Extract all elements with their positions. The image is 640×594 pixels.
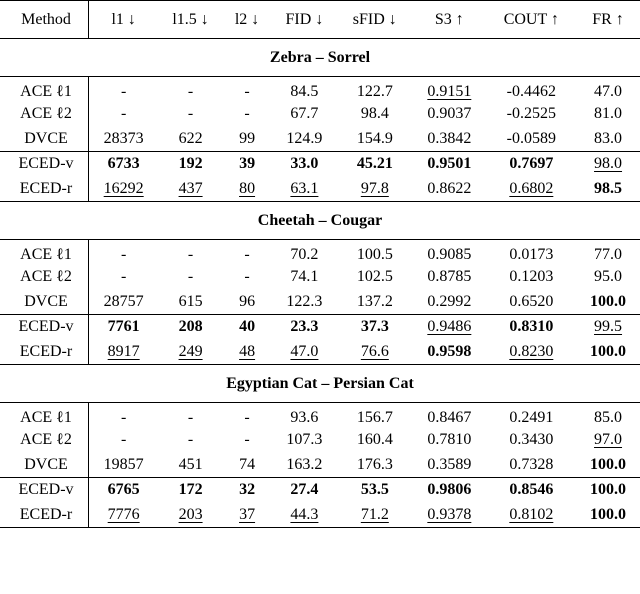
value-cell — [487, 240, 577, 265]
value-text: - — [244, 83, 250, 101]
method-cell: ECED-r — [0, 340, 89, 365]
value-text: 0.3842 — [427, 129, 472, 147]
value-text: 0.7697 — [509, 155, 554, 173]
value-text: - — [187, 409, 194, 427]
value-cell — [223, 102, 272, 127]
method-cell: ACE ℓ2 — [0, 102, 89, 127]
value-text: 160.4 — [356, 431, 393, 448]
table-row — [0, 503, 640, 528]
value-cell — [271, 428, 337, 453]
value-text: 0.8310 — [509, 318, 554, 336]
value-cell — [158, 102, 222, 127]
value-cell — [487, 478, 577, 503]
value-cell — [338, 290, 413, 315]
value-cell — [412, 503, 487, 528]
value-text: 100.5 — [356, 246, 393, 264]
value-text: 33.0 — [290, 155, 319, 173]
value-text: - — [121, 268, 127, 285]
value-cell — [576, 315, 640, 340]
value-cell — [223, 315, 272, 340]
value-text: 0.9085 — [427, 246, 472, 264]
value-cell — [412, 102, 487, 127]
value-text: - — [244, 105, 250, 122]
l2-header: l2 ↓ — [223, 1, 272, 39]
value-text: 0.6520 — [509, 292, 554, 310]
value-cell — [271, 315, 337, 340]
value-text: 0.8546 — [509, 481, 554, 499]
value-text: 7776 — [107, 505, 140, 523]
value-text: 137.2 — [356, 292, 393, 310]
value-cell — [338, 265, 413, 290]
method-cell: ACE ℓ1 — [0, 240, 89, 265]
value-cell — [412, 77, 487, 102]
value-cell — [576, 403, 640, 428]
value-text: - — [121, 431, 127, 448]
value-text: 98.4 — [360, 105, 389, 122]
value-text: 192 — [178, 155, 203, 173]
value-text: 437 — [178, 179, 203, 197]
value-text: 451 — [178, 455, 203, 473]
value-text: 80 — [239, 179, 256, 197]
l15-header: l1.5 ↓ — [158, 1, 222, 39]
value-text: 96 — [239, 292, 256, 310]
value-cell — [338, 315, 413, 340]
value-text: 100.0 — [590, 505, 627, 523]
method-cell: ACE ℓ2 — [0, 428, 89, 453]
value-cell — [412, 240, 487, 265]
value-cell — [412, 403, 487, 428]
value-cell — [487, 290, 577, 315]
value-cell — [338, 102, 413, 127]
value-cell — [271, 77, 337, 102]
table-row — [0, 265, 640, 290]
method-cell: ECED-v — [0, 152, 89, 177]
value-cell — [487, 503, 577, 528]
value-text: 45.21 — [356, 155, 393, 173]
value-cell — [158, 77, 222, 102]
value-text: 102.5 — [356, 268, 393, 285]
value-text: 16292 — [103, 179, 144, 197]
value-cell — [89, 127, 159, 152]
value-cell — [338, 77, 413, 102]
value-text: - — [121, 83, 127, 101]
table-row — [0, 290, 640, 315]
table-row — [0, 102, 640, 127]
value-cell — [158, 265, 222, 290]
value-cell — [338, 453, 413, 478]
value-text: 37 — [239, 505, 256, 523]
value-text: 48 — [239, 342, 256, 360]
value-cell — [487, 315, 577, 340]
value-text: 100.0 — [590, 481, 627, 499]
value-cell — [487, 152, 577, 177]
value-cell — [89, 240, 159, 265]
method-cell: ECED-v — [0, 478, 89, 503]
value-cell — [576, 152, 640, 177]
value-cell — [412, 340, 487, 365]
value-cell — [89, 428, 159, 453]
value-cell — [158, 315, 222, 340]
value-text: 0.9501 — [427, 155, 472, 173]
section-header — [0, 39, 640, 77]
value-cell — [158, 428, 222, 453]
value-text: 8917 — [107, 342, 140, 360]
value-cell — [271, 265, 337, 290]
value-text: -0.0589 — [506, 129, 556, 147]
value-text: 40 — [239, 318, 256, 336]
value-cell — [223, 152, 272, 177]
value-text: - — [187, 246, 194, 264]
value-cell — [89, 503, 159, 528]
value-cell — [89, 77, 159, 102]
value-cell — [412, 428, 487, 453]
value-text: 100.0 — [590, 342, 627, 360]
s3-header: S3 ↑ — [412, 1, 487, 39]
value-text: 124.9 — [286, 129, 323, 147]
value-text: 98.5 — [594, 179, 623, 197]
value-cell — [487, 77, 577, 102]
value-cell — [576, 102, 640, 127]
value-cell — [412, 127, 487, 152]
method-cell: DVCE — [0, 453, 89, 478]
value-cell — [271, 290, 337, 315]
value-cell — [223, 340, 272, 365]
sfid-header: sFID ↓ — [338, 1, 413, 39]
value-cell — [576, 478, 640, 503]
value-cell — [338, 340, 413, 365]
table-body — [0, 39, 640, 528]
section-title: Zebra – Sorrel — [0, 39, 640, 77]
table-row — [0, 403, 640, 428]
value-text: 122.7 — [356, 83, 393, 101]
value-cell — [271, 177, 337, 202]
value-cell — [223, 177, 272, 202]
value-cell — [412, 478, 487, 503]
value-cell — [158, 453, 222, 478]
value-text: 53.5 — [360, 481, 389, 499]
value-text: 0.6802 — [509, 179, 554, 197]
value-text: - — [187, 268, 194, 285]
table-row — [0, 340, 640, 365]
method-cell: ECED-r — [0, 177, 89, 202]
table-row — [0, 77, 640, 102]
value-cell — [89, 453, 159, 478]
value-text: 0.9037 — [427, 105, 472, 122]
method-cell: ECED-v — [0, 315, 89, 340]
value-text: 95.0 — [594, 268, 623, 285]
value-cell — [271, 340, 337, 365]
value-cell — [487, 102, 577, 127]
value-cell — [271, 453, 337, 478]
value-cell — [487, 428, 577, 453]
value-cell — [576, 428, 640, 453]
table-row — [0, 127, 640, 152]
header-row — [0, 1, 640, 39]
value-cell — [158, 290, 222, 315]
value-text: 77.0 — [594, 246, 623, 264]
section-header — [0, 202, 640, 240]
value-text: 172 — [178, 481, 203, 499]
value-cell — [338, 177, 413, 202]
cout-header: COUT ↑ — [487, 1, 577, 39]
value-text: 0.7810 — [427, 431, 472, 448]
value-cell — [158, 478, 222, 503]
value-cell — [89, 152, 159, 177]
value-cell — [223, 240, 272, 265]
value-cell — [576, 453, 640, 478]
value-cell — [576, 290, 640, 315]
method-header: Method — [0, 1, 89, 39]
value-text: 27.4 — [290, 481, 319, 499]
fid-header: FID ↓ — [271, 1, 337, 39]
value-text: 154.9 — [356, 129, 393, 147]
value-text: 28373 — [103, 129, 144, 147]
value-cell — [89, 265, 159, 290]
value-cell — [487, 177, 577, 202]
table-row — [0, 240, 640, 265]
value-text: 100.0 — [590, 455, 627, 473]
value-cell — [338, 503, 413, 528]
value-text: 249 — [178, 342, 203, 360]
value-cell — [89, 290, 159, 315]
section-title: Egyptian Cat – Persian Cat — [0, 365, 640, 403]
value-text: 47.0 — [290, 342, 319, 360]
value-cell — [223, 290, 272, 315]
value-cell — [412, 453, 487, 478]
fr-header: FR ↑ — [576, 1, 640, 39]
value-cell — [223, 453, 272, 478]
value-text: 0.2491 — [509, 409, 554, 427]
value-text: 84.5 — [290, 83, 319, 101]
value-cell — [412, 152, 487, 177]
value-cell — [338, 428, 413, 453]
value-text: 0.0173 — [509, 246, 554, 264]
value-cell — [158, 503, 222, 528]
value-text: 47.0 — [594, 83, 623, 101]
value-text: 0.9151 — [427, 83, 472, 101]
value-cell — [412, 265, 487, 290]
value-text: - — [244, 246, 250, 264]
value-cell — [89, 102, 159, 127]
value-cell — [158, 403, 222, 428]
value-text: -0.2525 — [506, 105, 556, 122]
value-cell — [89, 340, 159, 365]
value-cell — [338, 127, 413, 152]
value-text: 0.8785 — [427, 268, 472, 285]
value-text: - — [244, 409, 250, 427]
value-text: - — [187, 431, 194, 448]
value-cell — [338, 403, 413, 428]
value-cell — [89, 177, 159, 202]
value-cell — [223, 503, 272, 528]
value-text: 81.0 — [594, 105, 623, 122]
value-cell — [412, 177, 487, 202]
value-text: 70.2 — [290, 246, 319, 264]
l1-header: l1 ↓ — [89, 1, 159, 39]
value-text: 85.0 — [594, 409, 623, 427]
value-text: 39 — [239, 155, 256, 173]
section-title: Cheetah – Cougar — [0, 202, 640, 240]
value-cell — [576, 240, 640, 265]
value-cell — [158, 177, 222, 202]
table-row — [0, 478, 640, 503]
value-text: 208 — [178, 318, 203, 336]
value-text: 32 — [239, 481, 256, 499]
value-cell — [158, 340, 222, 365]
value-text: 71.2 — [360, 505, 389, 523]
value-cell — [158, 127, 222, 152]
value-text: 98.0 — [594, 155, 623, 173]
value-cell — [158, 240, 222, 265]
value-text: - — [121, 105, 127, 122]
value-text: 107.3 — [286, 431, 323, 448]
value-cell — [223, 403, 272, 428]
value-text: 74 — [239, 455, 256, 473]
value-text: 63.1 — [290, 179, 319, 197]
value-cell — [271, 478, 337, 503]
value-text: -0.4462 — [506, 83, 556, 101]
value-cell — [487, 403, 577, 428]
value-text: 0.8622 — [427, 179, 472, 197]
value-text: 0.1203 — [509, 268, 554, 285]
method-cell: DVCE — [0, 290, 89, 315]
value-text: 83.0 — [594, 129, 623, 147]
table-row — [0, 453, 640, 478]
value-text: 0.8230 — [509, 342, 554, 360]
value-text: 37.3 — [360, 318, 389, 336]
value-cell — [338, 240, 413, 265]
value-text: 67.7 — [290, 105, 319, 122]
value-text: 100.0 — [590, 292, 627, 310]
value-cell — [271, 503, 337, 528]
table-row — [0, 315, 640, 340]
method-cell: ACE ℓ1 — [0, 403, 89, 428]
value-text: - — [244, 268, 250, 285]
value-text: 76.6 — [360, 342, 389, 360]
table-row — [0, 177, 640, 202]
value-cell — [487, 265, 577, 290]
value-cell — [271, 240, 337, 265]
value-text: 0.9806 — [427, 481, 472, 499]
value-cell — [223, 428, 272, 453]
value-text: 203 — [178, 505, 203, 523]
value-text: 0.9486 — [427, 318, 472, 336]
value-text: 99.5 — [594, 318, 623, 336]
method-cell: ACE ℓ1 — [0, 77, 89, 102]
value-cell — [576, 340, 640, 365]
value-cell — [223, 265, 272, 290]
value-cell — [576, 77, 640, 102]
value-cell — [223, 77, 272, 102]
value-text: 97.0 — [594, 431, 623, 448]
value-text: 0.2992 — [427, 292, 472, 310]
value-text: 7761 — [107, 318, 140, 336]
value-cell — [271, 127, 337, 152]
value-text: 156.7 — [356, 409, 393, 427]
value-cell — [412, 315, 487, 340]
value-cell — [487, 453, 577, 478]
value-text: 0.9378 — [427, 505, 472, 523]
value-text: - — [187, 83, 194, 101]
value-text: 0.8102 — [509, 505, 554, 523]
value-cell — [89, 315, 159, 340]
value-text: 99 — [239, 129, 256, 147]
value-text: - — [187, 105, 194, 122]
value-text: 122.3 — [286, 292, 323, 310]
value-text: 44.3 — [290, 505, 319, 523]
value-cell — [576, 127, 640, 152]
value-text: 615 — [178, 292, 203, 310]
value-cell — [338, 152, 413, 177]
value-text: 28757 — [103, 292, 144, 310]
value-text: 176.3 — [356, 455, 393, 473]
value-text: 0.3430 — [509, 431, 554, 448]
table-row — [0, 428, 640, 453]
value-cell — [576, 265, 640, 290]
value-cell — [223, 478, 272, 503]
value-text: 6733 — [107, 155, 140, 173]
value-cell — [271, 102, 337, 127]
value-cell — [89, 403, 159, 428]
method-cell: ECED-r — [0, 503, 89, 528]
value-cell — [487, 127, 577, 152]
value-cell — [576, 503, 640, 528]
method-cell: ACE ℓ2 — [0, 265, 89, 290]
value-cell — [271, 152, 337, 177]
value-text: 163.2 — [286, 455, 323, 473]
value-text: 6765 — [107, 481, 140, 499]
value-cell — [158, 152, 222, 177]
value-text: 23.3 — [290, 318, 319, 336]
value-cell — [412, 290, 487, 315]
value-text: - — [121, 409, 127, 427]
value-text: 0.8467 — [427, 409, 472, 427]
section-header — [0, 365, 640, 403]
value-cell — [271, 403, 337, 428]
value-text: 0.7328 — [509, 455, 554, 473]
table-row — [0, 152, 640, 177]
value-cell — [487, 340, 577, 365]
value-text: 97.8 — [360, 179, 389, 197]
value-text: - — [244, 431, 250, 448]
value-text: 74.1 — [290, 268, 319, 285]
value-text: 0.3589 — [427, 455, 472, 473]
value-cell — [576, 177, 640, 202]
value-cell — [338, 478, 413, 503]
method-cell: DVCE — [0, 127, 89, 152]
value-text: - — [121, 246, 127, 264]
value-text: 19857 — [103, 455, 144, 473]
value-cell — [89, 478, 159, 503]
value-text: 0.9598 — [427, 342, 472, 360]
value-cell — [223, 127, 272, 152]
value-text: 93.6 — [290, 409, 319, 427]
value-text: 622 — [178, 129, 203, 147]
